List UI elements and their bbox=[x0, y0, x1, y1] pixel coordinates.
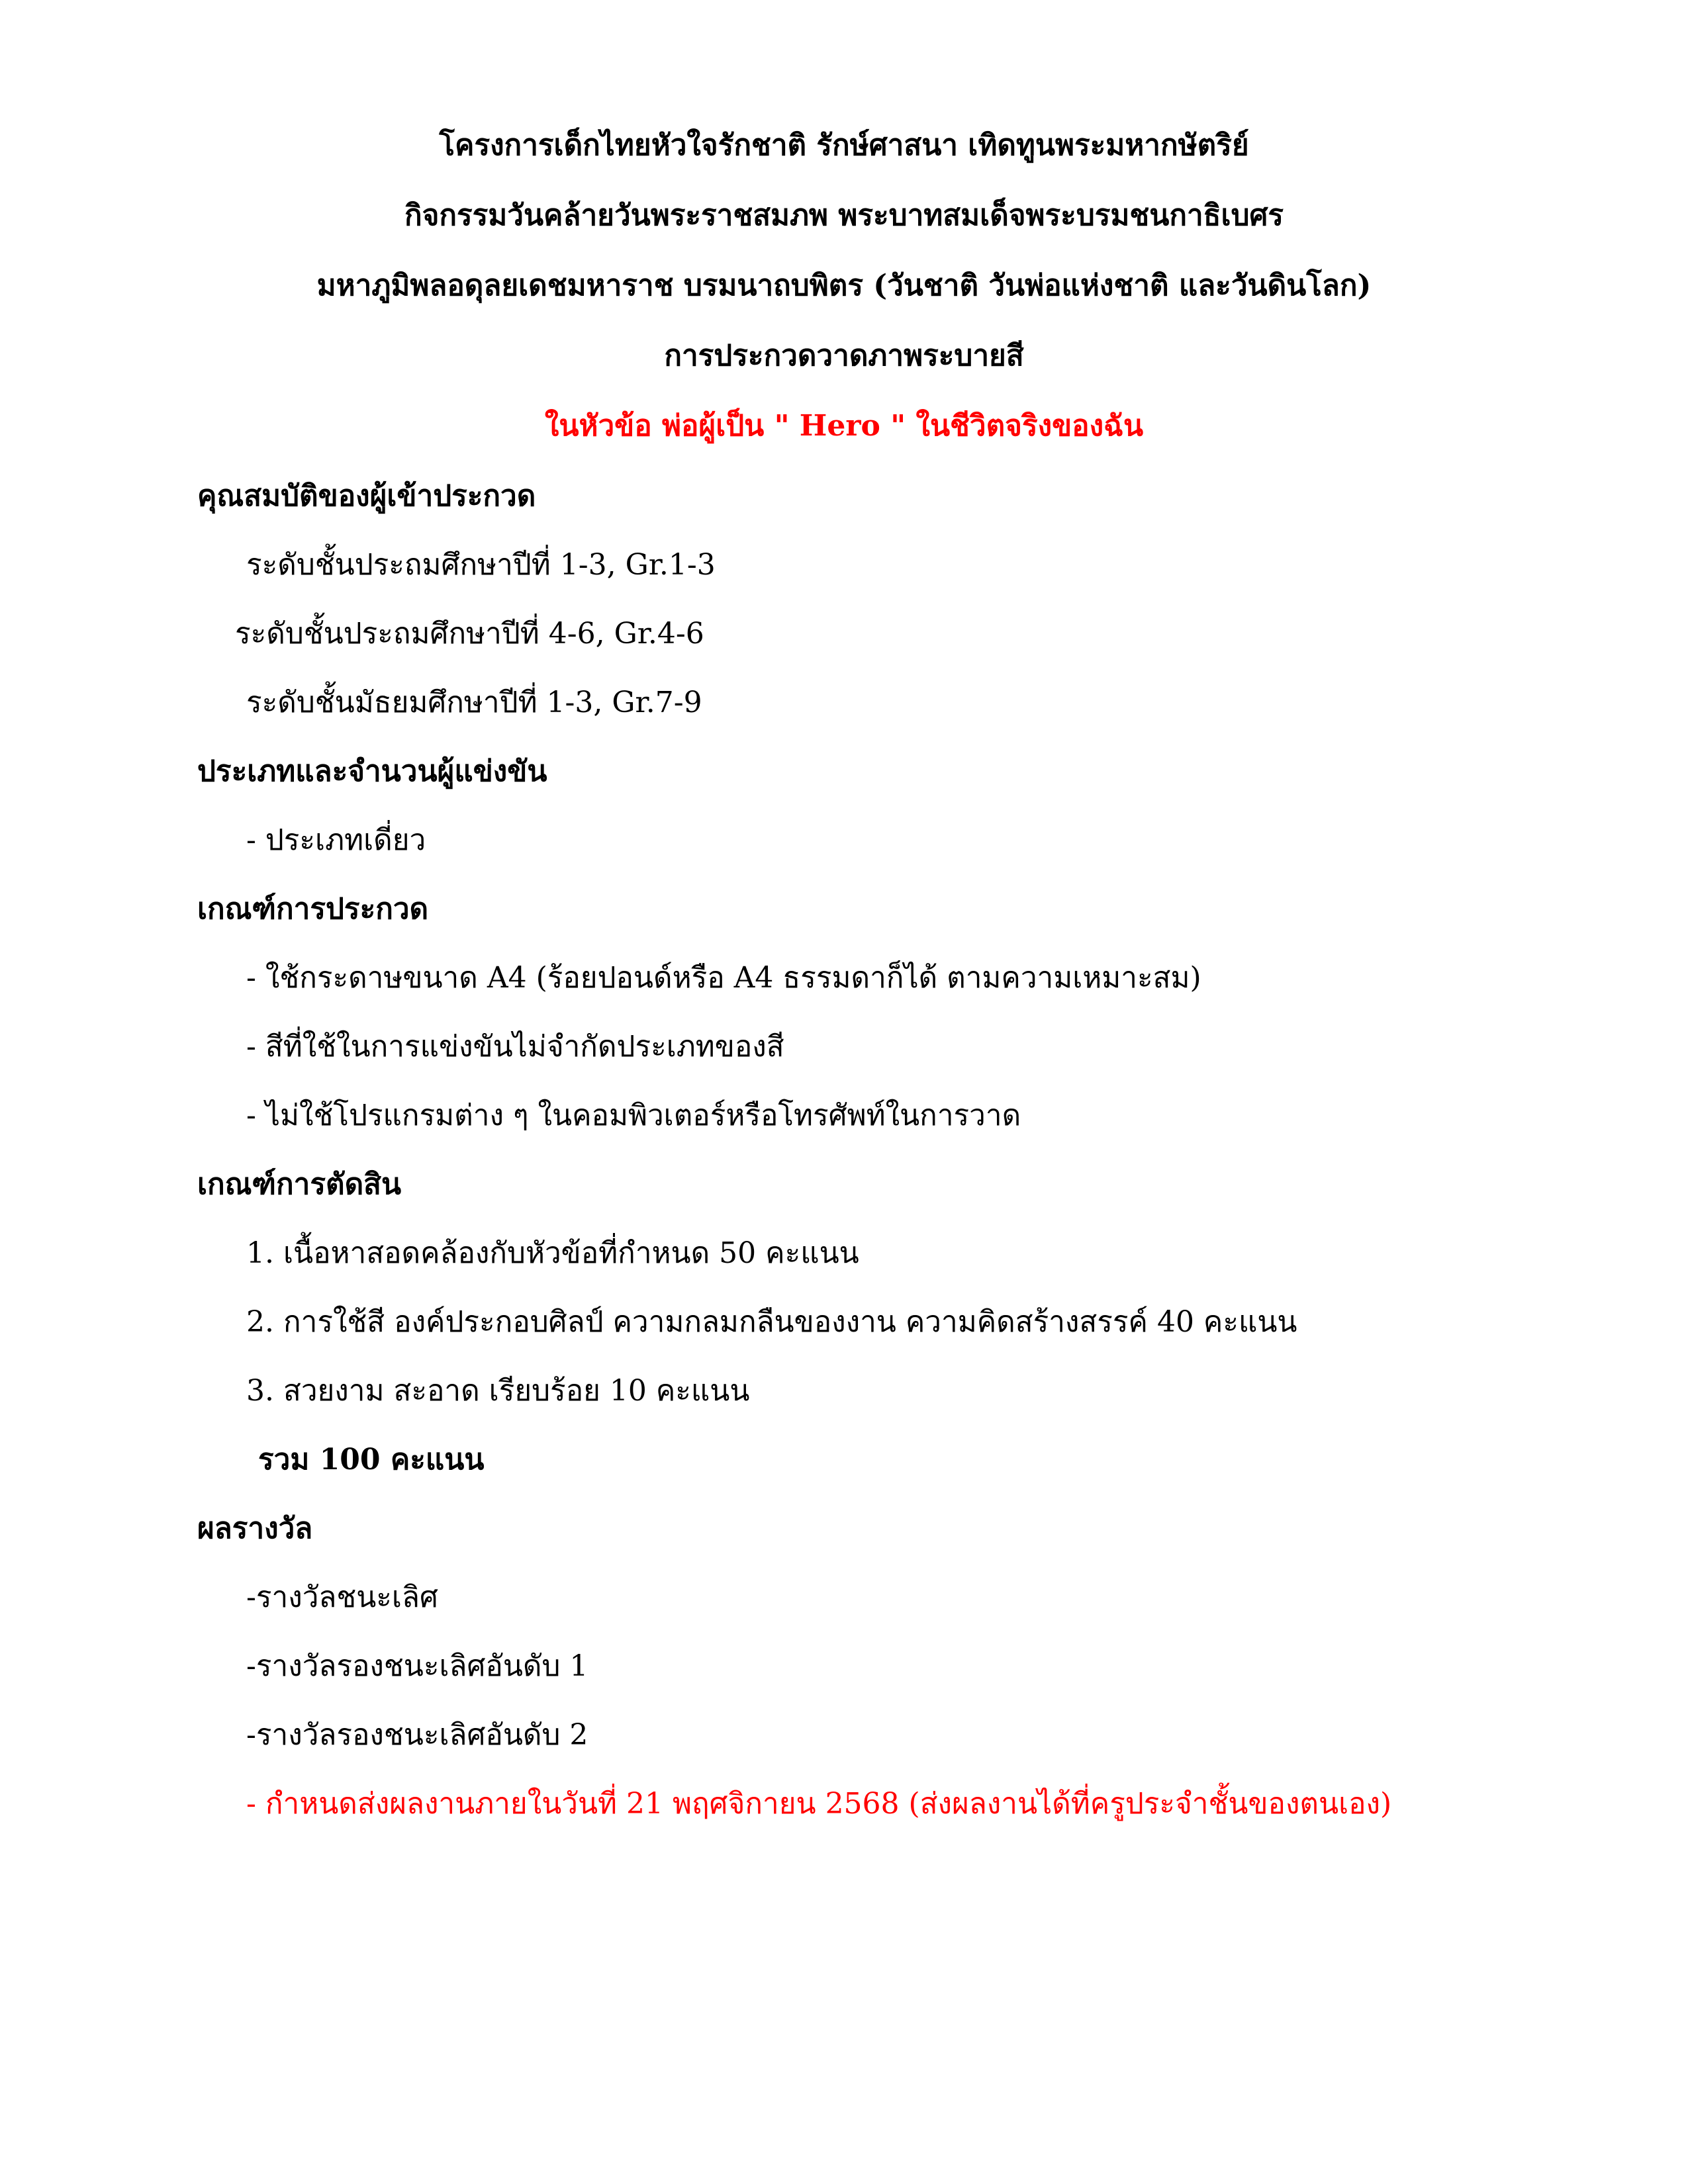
judging-item: 1. เนื้อหาสอดคล้องกับหัวข้อที่กำหนด 50 คะแนน bbox=[246, 1236, 859, 1270]
qualification-item: ระดับชั้นประถมศึกษาปีที่ 1-3, Gr.1-3 bbox=[246, 548, 716, 582]
criteria-item: - ไม่ใช้โปรแกรมต่าง ๆ ในคอมพิวเตอร์หรือโทรศัพท์ในการวาด bbox=[246, 1099, 1021, 1132]
judging-item: 3. สวยงาม สะอาด เรียบร้อย 10 คะแนน bbox=[246, 1374, 750, 1408]
header-line-3: มหาภูมิพลอดุลยเดชมหาราช บรมนาถบพิตร (วันชาติ วันพ่อแห่งชาติ และวันดินโลก) bbox=[316, 269, 1372, 302]
qualification-item: ระดับชั้นประถมศึกษาปีที่ 4-6, Gr.4-6 bbox=[235, 617, 704, 651]
criteria-item: - สีที่ใช้ในการแข่งขันไม่จำกัดประเภทของสี bbox=[246, 1030, 784, 1064]
awards-heading: ผลรางวัล bbox=[197, 1512, 313, 1545]
award-item: -รางวัลรองชนะเลิศอันดับ 1 bbox=[246, 1649, 588, 1683]
type-item: - ประเภทเดี่ยว bbox=[246, 823, 426, 857]
header-line-1: โครงการเด็กไทยหัวใจรักชาติ รักษ์ศาสนา เทิดทูนพระมหากษัตริย์ bbox=[439, 128, 1249, 162]
criteria-item: - ใช้กระดาษขนาด A4 (ร้อยปอนด์หรือ A4 ธรรมดาก็ได้ ตามความเหมาะสม) bbox=[246, 961, 1201, 995]
header-line-2: กิจกรรมวันคล้ายวันพระราชสมภพ พระบาทสมเด็จพระบรมชนกาธิเบศร bbox=[404, 199, 1284, 232]
criteria-heading: เกณฑ์การประกวด bbox=[197, 892, 429, 926]
type-heading: ประเภทและจำนวนผู้แข่งขัน bbox=[197, 754, 547, 788]
award-item: -รางวัลชนะเลิศ bbox=[246, 1580, 438, 1614]
award-item: -รางวัลรองชนะเลิศอันดับ 2 bbox=[246, 1718, 588, 1752]
judging-heading: เกณฑ์การตัดสิน bbox=[197, 1167, 402, 1201]
submission-deadline: - กำหนดส่งผลงานภายในวันที่ 21 พฤศจิกายน 2568 (ส่งผลงานได้ที่ครูประจำชั้นของตนเอง) bbox=[246, 1787, 1392, 1821]
judging-total: รวม 100 คะแนน bbox=[258, 1443, 485, 1477]
qualifications-heading: คุณสมบัติของผู้เข้าประกวด bbox=[197, 479, 536, 513]
judging-item: 2. การใช้สี องค์ประกอบศิลป์ ความกลมกลืนของงาน ความคิดสร้างสรรค์ 40 คะแนน bbox=[246, 1305, 1297, 1339]
header-line-4: การประกวดวาดภาพระบายสี bbox=[664, 339, 1024, 373]
contest-topic: ในหัวข้อ พ่อผู้เป็น " Hero " ในชีวิตจริงของฉัน bbox=[544, 409, 1144, 443]
qualification-item: ระดับชั้นมัธยมศึกษาปีที่ 1-3, Gr.7-9 bbox=[246, 686, 702, 719]
